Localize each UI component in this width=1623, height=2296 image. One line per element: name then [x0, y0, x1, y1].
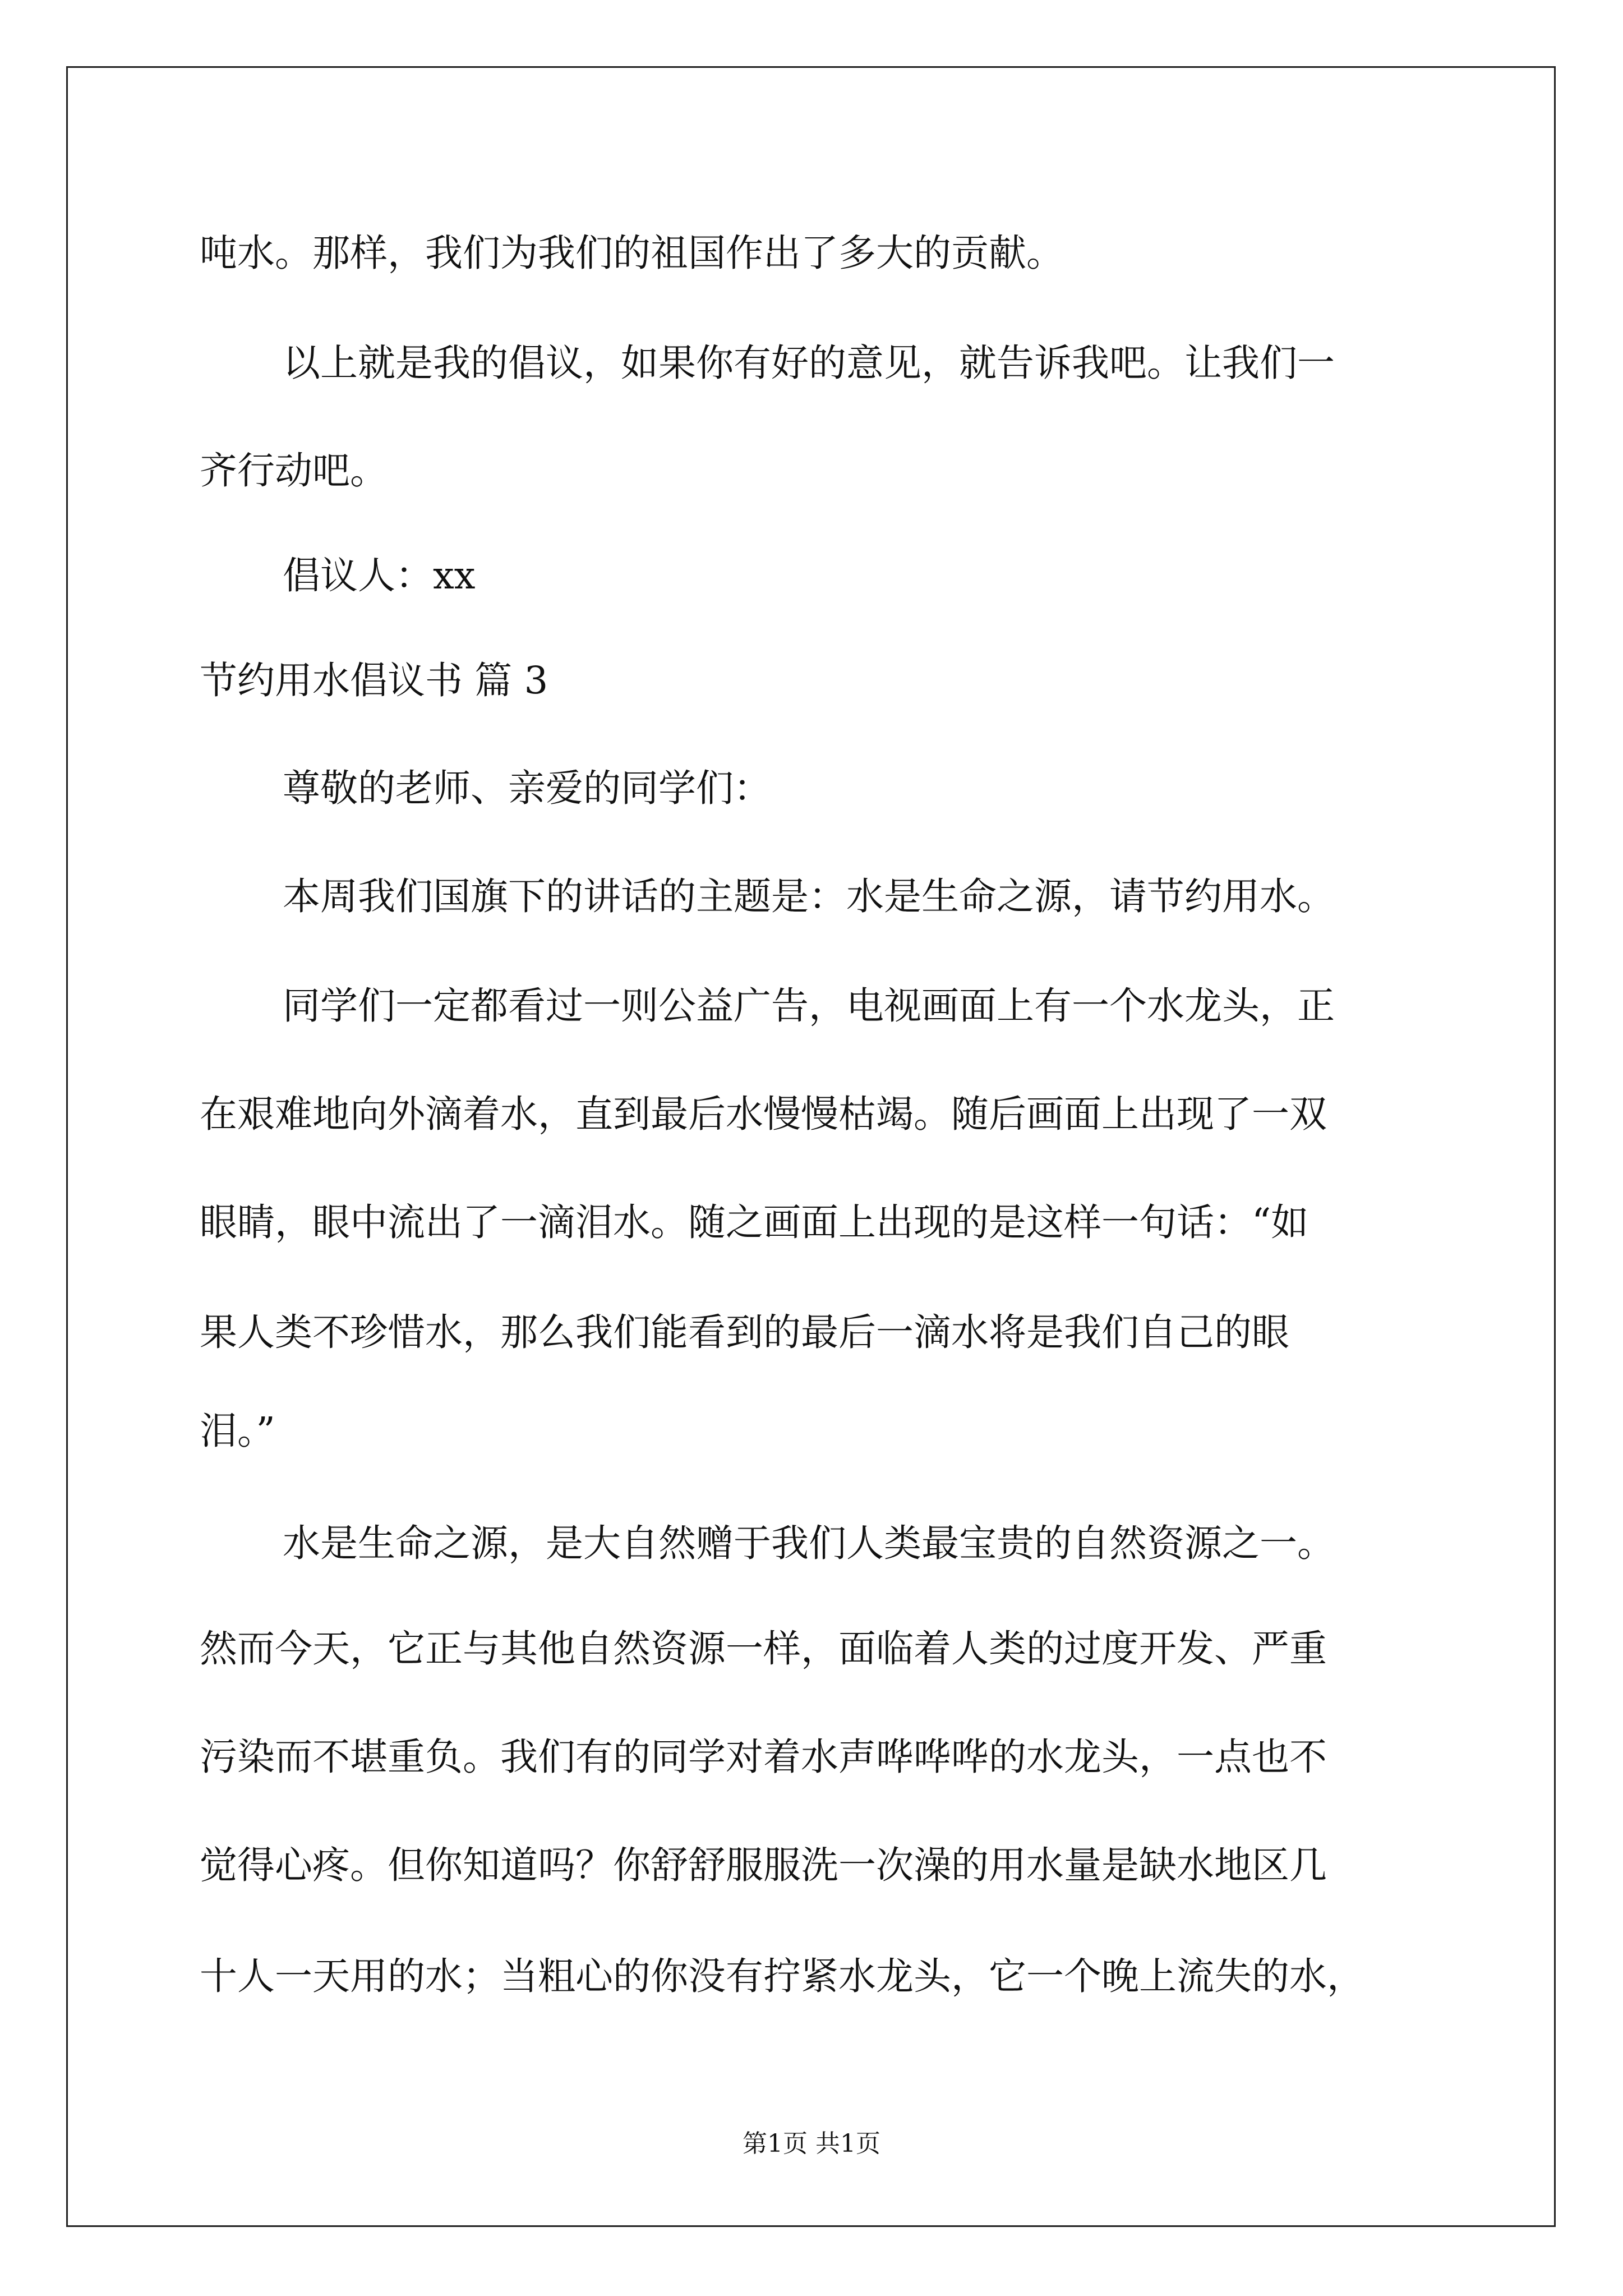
paragraph-line: 果人类不珍惜水，那么我们能看到的最后一滴水将是我们自己的眼 — [200, 1310, 1289, 1354]
paragraph-line: 然而今天，它正与其他自然资源一样，面临着人类的过度开发、严重 — [200, 1627, 1327, 1671]
paragraph-line: 水是生命之源，是大自然赠于我们人类最宝贵的自然资源之一。 — [283, 1521, 1335, 1565]
salutation: 尊敬的老师、亲爱的同学们： — [283, 766, 771, 810]
paragraph-line: 眼睛，眼中流出了一滴泪水。随之画面上出现的是这样一句话：“如 — [200, 1200, 1309, 1244]
page-footer: 第1页 共1页 — [743, 2129, 880, 2158]
paragraph-line: 齐行动吧。 — [200, 449, 388, 493]
section-heading: 节约用水倡议书 篇 3 — [200, 659, 548, 702]
paragraph-line: 泪。” — [200, 1409, 275, 1453]
paragraph-line: 污染而不堪重负。我们有的同学对着水声哗哗哗的水龙头，一点也不 — [200, 1735, 1327, 1779]
paragraph-line: 本周我们国旗下的讲话的主题是：水是生命之源，请节约用水。 — [283, 875, 1335, 918]
paragraph-line: 觉得心疼。但你知道吗？你舒舒服服洗一次澡的用水量是缺水地区几 — [200, 1843, 1327, 1887]
page-border — [66, 66, 1556, 2227]
paragraph-line: 同学们一定都看过一则公益广告，电视画面上有一个水龙头，正 — [283, 984, 1335, 1028]
paragraph-line: 吨水。那样，我们为我们的祖国作出了多大的贡献。 — [200, 231, 1064, 275]
paragraph-line: 以上就是我的倡议，如果你有好的意见，就告诉我吧。让我们一 — [283, 341, 1335, 385]
paragraph-line: 十人一天用的水；当粗心的你没有拧紧水龙头，它一个晚上流失的水， — [200, 1954, 1364, 1998]
signature-line: 倡议人：xx — [283, 554, 476, 597]
paragraph-line: 在艰难地向外滴着水，直到最后水慢慢枯竭。随后画面上出现了一双 — [200, 1092, 1327, 1136]
